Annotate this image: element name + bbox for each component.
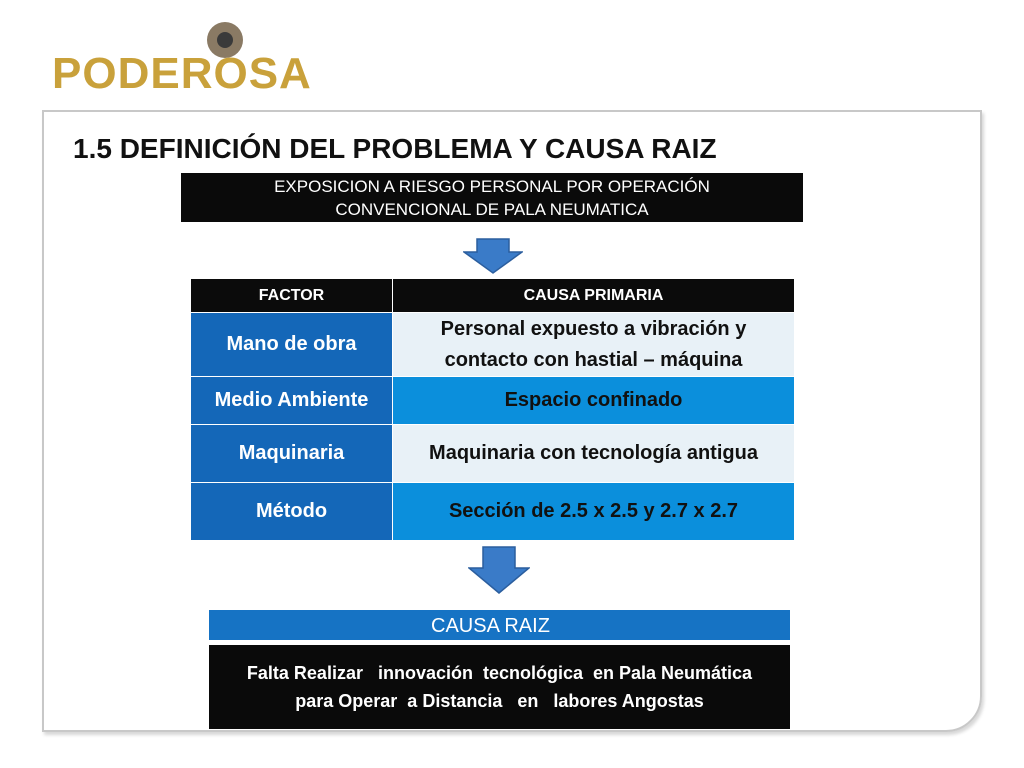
factor-cell: Medio Ambiente <box>191 377 393 425</box>
page-title: 1.5 DEFINICIÓN DEL PROBLEMA Y CAUSA RAIZ <box>73 133 717 164</box>
problem-line-1: EXPOSICION A RIESGO PERSONAL POR OPERACIÓN <box>274 177 710 196</box>
logo-text: PODEROSA <box>52 49 312 98</box>
cause-line-1: Personal expuesto a vibración y <box>440 317 747 340</box>
table-header-row <box>191 279 795 313</box>
table-row <box>191 425 795 483</box>
factor-cause-table <box>190 278 795 541</box>
root-cause-line-1: Falta Realizar innovación tecnológica en Pala Neumática <box>246 663 753 683</box>
table-row <box>191 313 795 377</box>
root-cause-heading: CAUSA RAIZ <box>209 610 790 642</box>
table-row <box>191 377 795 425</box>
poderosa-logo <box>52 22 314 98</box>
root-cause-line-2: para Operar a Distancia en labores Angostas <box>295 691 704 711</box>
root-cause-statement <box>209 645 790 729</box>
down-arrow-icon <box>463 238 523 274</box>
factor-cell: Mano de obra <box>191 313 393 377</box>
header-cause: CAUSA PRIMARIA <box>393 279 795 313</box>
problem-line-2: CONVENCIONAL DE PALA NEUMATICA <box>335 200 649 219</box>
header-factor: FACTOR <box>191 279 393 313</box>
factor-cell: Maquinaria <box>191 425 393 483</box>
down-arrow-icon <box>468 546 530 594</box>
cause-cell: Maquinaria con tecnología antigua <box>393 425 795 483</box>
factor-cell: Método <box>191 483 393 541</box>
cause-cell: Sección de 2.5 x 2.5 y 2.7 x 2.7 <box>393 483 795 541</box>
problem-statement <box>181 173 803 222</box>
table-row <box>191 483 795 541</box>
cause-cell <box>393 313 795 377</box>
cause-line-2: contacto con hastial – máquina <box>444 348 743 371</box>
cause-cell: Espacio confinado <box>393 377 795 425</box>
